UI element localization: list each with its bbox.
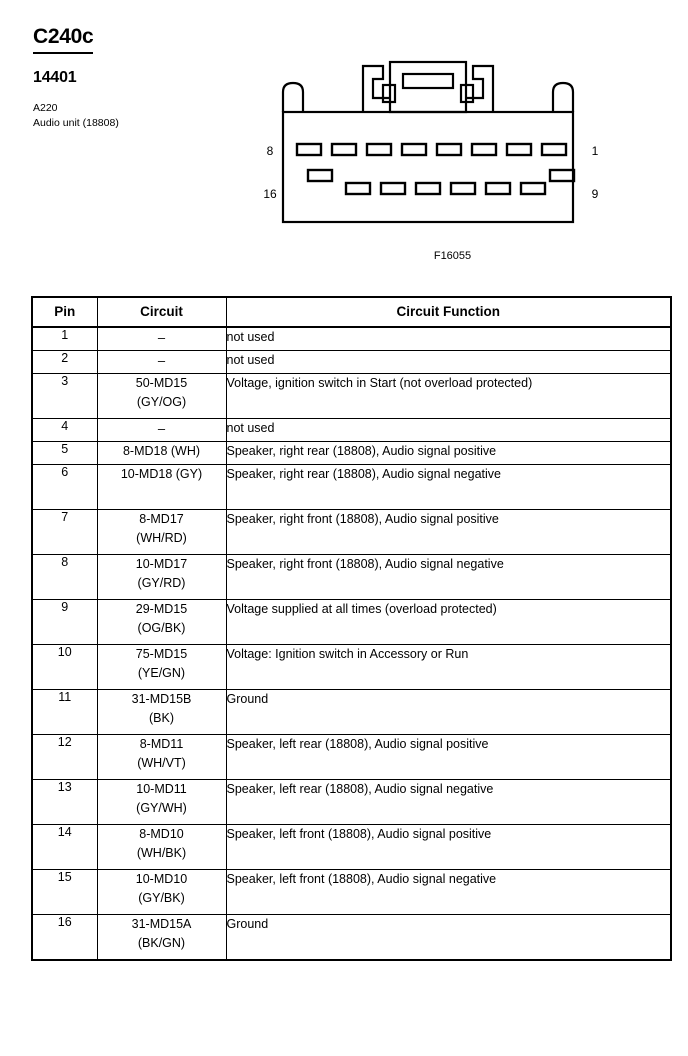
pin-label-top-left: 8 bbox=[266, 144, 274, 158]
pin-table-container bbox=[31, 296, 670, 961]
table-row bbox=[32, 442, 671, 465]
pin-number-cell: 7 bbox=[32, 510, 97, 555]
pin-number-cell: 3 bbox=[32, 374, 97, 419]
circuit-function-cell: not used bbox=[226, 419, 671, 442]
pin-number-cell: 10 bbox=[32, 645, 97, 690]
circuit-cell: – bbox=[97, 419, 226, 442]
figure-caption: F16055 bbox=[433, 250, 472, 262]
pin-number-cell: 15 bbox=[32, 870, 97, 915]
circuit-cell: 75-MD15 (YE/GN) bbox=[97, 645, 226, 690]
pin-number-cell: 9 bbox=[32, 600, 97, 645]
pin-number-cell: 1 bbox=[32, 327, 97, 351]
circuit-function-cell: Speaker, right front (18808), Audio signal negative bbox=[226, 555, 671, 600]
circuit-cell: 29-MD15 (OG/BK) bbox=[97, 600, 226, 645]
column-header-function: Circuit Function bbox=[226, 297, 671, 327]
circuit-function-cell: not used bbox=[226, 327, 671, 351]
pin-number-cell: 8 bbox=[32, 555, 97, 600]
pin-number-cell: 11 bbox=[32, 690, 97, 735]
pin-number-cell: 12 bbox=[32, 735, 97, 780]
connector-id-title: C240c bbox=[33, 26, 93, 54]
connector-illustration bbox=[250, 52, 670, 272]
column-header-circuit: Circuit bbox=[97, 297, 226, 327]
pin-number-cell: 2 bbox=[32, 351, 97, 374]
pin-label-bottom-left: 16 bbox=[263, 187, 277, 201]
circuit-function-cell: Speaker, left rear (18808), Audio signal positive bbox=[226, 735, 671, 780]
circuit-function-cell: Voltage: Ignition switch in Accessory or Run bbox=[226, 645, 671, 690]
circuit-cell: – bbox=[97, 351, 226, 374]
circuit-function-cell: Speaker, left front (18808), Audio signal negative bbox=[226, 870, 671, 915]
circuit-cell: 8-MD18 (WH) bbox=[97, 442, 226, 465]
pin-number-cell: 16 bbox=[32, 915, 97, 961]
cavity-row-bottom bbox=[308, 170, 574, 194]
table-row bbox=[32, 327, 671, 351]
pin-number-cell: 13 bbox=[32, 780, 97, 825]
table-row bbox=[32, 735, 671, 780]
circuit-cell: 10-MD18 (GY) bbox=[97, 465, 226, 510]
circuit-cell: 10-MD17 (GY/RD) bbox=[97, 555, 226, 600]
pin-number-cell: 6 bbox=[32, 465, 97, 510]
component-name: Audio unit (18808) bbox=[33, 117, 119, 130]
circuit-function-cell: Ground bbox=[226, 690, 671, 735]
pin-number-cell: 4 bbox=[32, 419, 97, 442]
circuit-cell: 31-MD15B (BK) bbox=[97, 690, 226, 735]
component-code: A220 bbox=[33, 102, 58, 114]
part-number: 14401 bbox=[33, 69, 77, 86]
pin-number-cell: 5 bbox=[32, 442, 97, 465]
table-row bbox=[32, 374, 671, 419]
table-row bbox=[32, 690, 671, 735]
table-row bbox=[32, 465, 671, 510]
circuit-cell: 8-MD10 (WH/BK) bbox=[97, 825, 226, 870]
circuit-cell: 10-MD10 (GY/BK) bbox=[97, 870, 226, 915]
column-header-pin: Pin bbox=[32, 297, 97, 327]
circuit-function-cell: Speaker, left front (18808), Audio signal positive bbox=[226, 825, 671, 870]
table-row bbox=[32, 645, 671, 690]
circuit-cell: 8-MD17 (WH/RD) bbox=[97, 510, 226, 555]
circuit-cell: 10-MD11 (GY/WH) bbox=[97, 780, 226, 825]
pin-number-cell: 14 bbox=[32, 825, 97, 870]
circuit-function-cell: Speaker, right rear (18808), Audio signal negative bbox=[226, 465, 671, 510]
circuit-cell: 8-MD11 (WH/VT) bbox=[97, 735, 226, 780]
connector-drawing bbox=[250, 52, 670, 252]
table-row bbox=[32, 915, 671, 961]
pin-table-body bbox=[32, 327, 671, 960]
table-row bbox=[32, 600, 671, 645]
circuit-function-cell: Speaker, right front (18808), Audio signal positive bbox=[226, 510, 671, 555]
cavity-row-top bbox=[297, 144, 566, 155]
table-row bbox=[32, 780, 671, 825]
circuit-function-cell: Voltage, ignition switch in Start (not overload protected) bbox=[226, 374, 671, 419]
table-row bbox=[32, 419, 671, 442]
table-row bbox=[32, 825, 671, 870]
pin-label-bottom-right: 9 bbox=[591, 187, 599, 201]
circuit-cell: 50-MD15 (GY/OG) bbox=[97, 374, 226, 419]
circuit-cell: – bbox=[97, 327, 226, 351]
pin-label-top-right: 1 bbox=[591, 144, 599, 158]
table-row bbox=[32, 351, 671, 374]
circuit-function-cell: Speaker, right rear (18808), Audio signal positive bbox=[226, 442, 671, 465]
pin-assignment-table bbox=[31, 296, 672, 961]
table-row bbox=[32, 510, 671, 555]
table-row bbox=[32, 870, 671, 915]
circuit-function-cell: not used bbox=[226, 351, 671, 374]
circuit-cell: 31-MD15A (BK/GN) bbox=[97, 915, 226, 961]
table-row bbox=[32, 555, 671, 600]
circuit-function-cell: Voltage supplied at all times (overload protected) bbox=[226, 600, 671, 645]
circuit-function-cell: Ground bbox=[226, 915, 671, 961]
table-header-row bbox=[32, 297, 671, 327]
circuit-function-cell: Speaker, left rear (18808), Audio signal negative bbox=[226, 780, 671, 825]
